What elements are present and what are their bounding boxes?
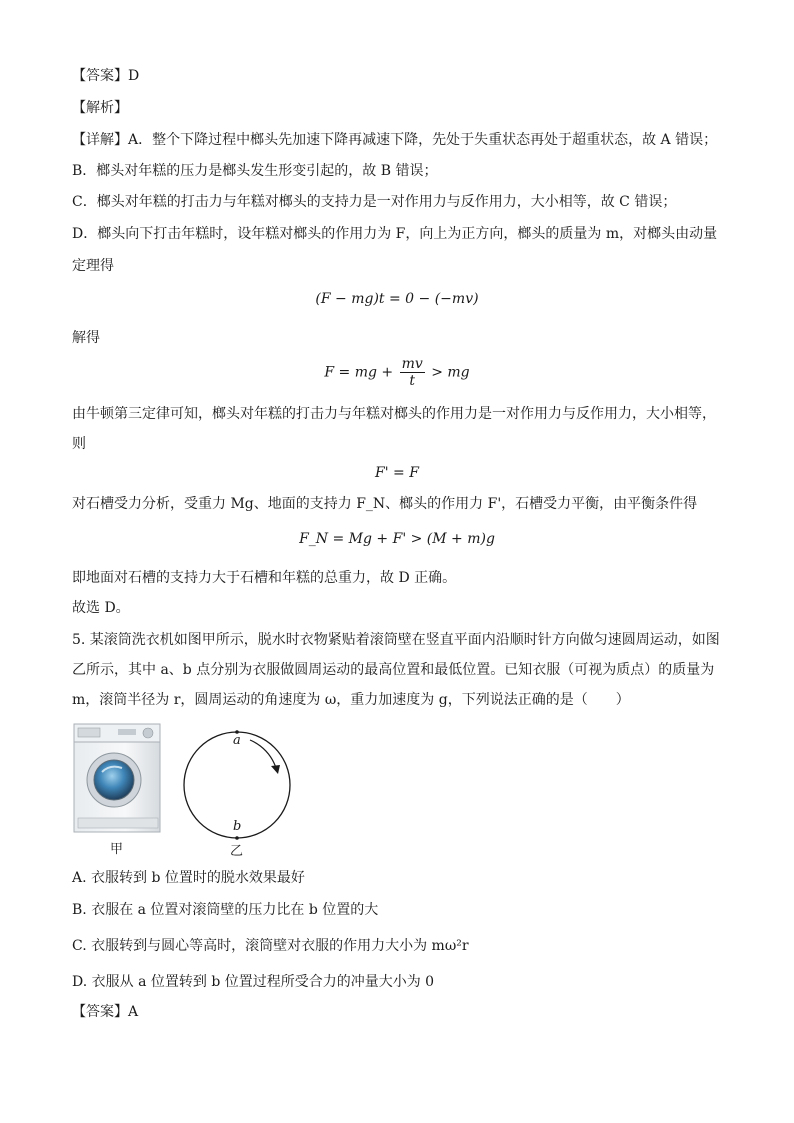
answer2-value: A [128,1004,139,1020]
eq2-num: mv [401,356,423,372]
eq2-left: F = mg + [324,364,398,381]
detail-d1: D．榔头向下打击年糕时，设年糕对榔头的作用力为 F，向上为正方向，榔头的质量为 m，对榔头由动量 [72,226,718,242]
analysis-label: 【解析】 [72,100,128,116]
detail-a [72,130,717,150]
circular-motion-diagram [180,728,296,840]
answer-value: D [128,68,140,84]
conclusion: 即地面对石槽的支持力大于石槽和年糕的总重力，故 D 正确。 [72,570,457,586]
q5-line-3: m，滚筒半径为 r，圆周运动的角速度为 ω，重力加速度为 g，下列说法正确的是（ ） [72,692,630,708]
equation-support: F_N = Mg + F' > (M + m)g [299,531,495,547]
detail-label: 【详解】 [72,132,128,148]
detail-d2: 定理得 [72,258,114,274]
option-c: C. 衣服转到与圆心等高时，滚筒壁对衣服的作用力大小为 mω²r [72,938,469,954]
answer2-label: 【答案】 [72,1004,128,1020]
q5-line-2: 乙所示，其中 a、b 点分别为衣服做圆周运动的最高位置和最低位置。已知衣服（可视为质点）的质量为 [72,662,715,678]
option-d: D. 衣服从 a 位置转到 b 位置过程所受合力的冲量大小为 0 [72,974,435,990]
detail-a-text: A．整个下降过程中榔头先加速下降再减速下降，先处于失重状态再处于超重状态，故 A 错误； [128,132,718,148]
eq2-fraction [400,356,425,389]
newton-line-1: 由牛顿第三定律可知，榔头对年糕的打击力与年糕对榔头的作用力是一对作用力与反作用力，大小相等， [72,406,716,422]
stone-analysis: 对石槽受力分析，受重力 Mg、地面的支持力 F_N、榔头的作用力 F'，石槽受力平衡，由平衡条件得 [72,496,698,512]
eq2-den: t [409,373,415,389]
detail-b: B．榔头对年糕的压力是榔头发生形变引起的，故 B 错误； [72,163,438,179]
answer-label: 【答案】 [72,68,128,84]
eq2-right: > mg [426,364,470,381]
equation-third-law: F' = F [375,465,419,481]
option-a: A. 衣服转到 b 位置时的脱水效果最好 [72,870,305,886]
answer-line-1 [72,66,139,86]
choose-line: 故选 D。 [72,600,130,616]
washing-machine-figure [72,722,164,834]
figure-jia-caption: 甲 [110,842,124,857]
q5-line-1: 5. 某滚筒洗衣机如图甲所示，脱水时衣物紧贴着滚筒壁在竖直平面内沿顺时针方向做匀速圆周运动，如图 [72,632,720,648]
label-a: a [233,733,241,748]
answer-line-2 [72,1002,138,1022]
solve-label: 解得 [72,330,100,346]
option-b: B. 衣服在 a 位置对滚筒壁的压力比在 b 位置的大 [72,902,379,918]
equation-momentum: (F − mg)t = 0 − (−mv) [315,291,479,307]
equation-force [0,356,794,389]
figure-yi-caption: 乙 [230,844,244,859]
newton-line-2: 则 [72,436,86,452]
clockwise-arrow-arc [250,740,276,768]
detail-c: C．榔头对年糕的打击力与年糕对榔头的支持力是一对作用力与反作用力，大小相等，故 C 错误； [72,194,677,210]
clockwise-arrowhead [271,765,280,774]
label-b: b [233,819,242,834]
